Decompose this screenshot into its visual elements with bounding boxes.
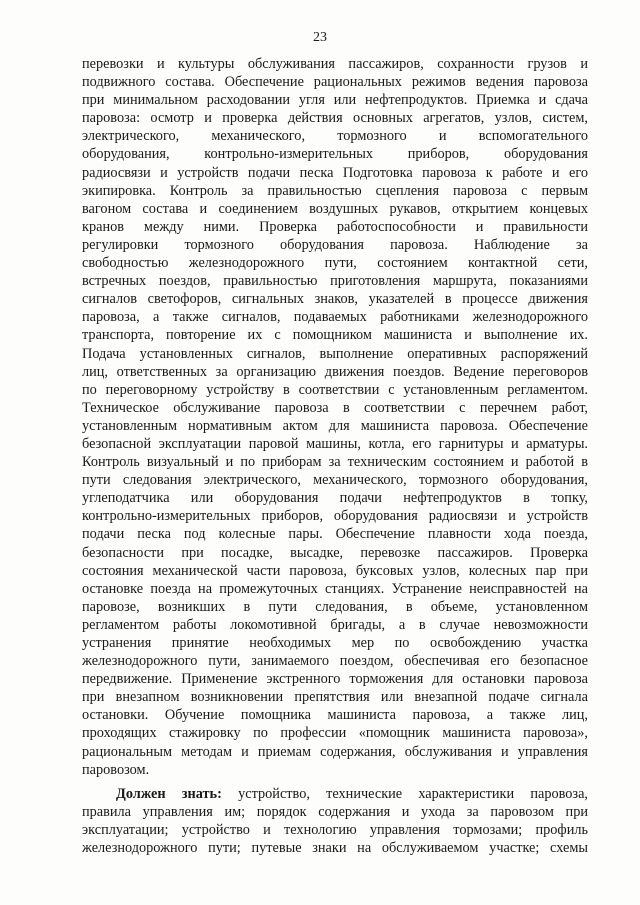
text-line: эксплуатации; устройство и технологию управления тормозами; профиль (82, 821, 588, 838)
text-line: устранения принятие необходимых мер по освобождению участка (82, 635, 588, 651)
text-line: по переговорному устройству в соответствии с установленным регламентом. (82, 381, 588, 398)
text-fragment: устройство, технические характеристики паровоза, (221, 785, 588, 802)
text-line: Подача установленных сигналов, выполнение оперативных распоряжений (82, 345, 588, 362)
must-know-heading: Должен знать: (116, 785, 222, 802)
text-line: железнодорожного пути, занимаемого поездом, обеспечивая его безопасное (82, 653, 588, 670)
text-line: Контроль визуальный и по приборам за техническим состоянием и работой в (82, 454, 588, 471)
text-line: Техническое обслуживание паровоза в соответствии с перечнем работ, (82, 399, 588, 416)
text-line: паровоза, а также сигналов, подаваемых работниками железнодорожного (82, 309, 588, 326)
text-line: безопасности при посадке, высадке, перевозке пассажиров. Проверка (82, 544, 588, 561)
text-line: паровозом. (82, 761, 150, 778)
text-line: оборудования, контрольно-измерительных приборов, оборудования (82, 146, 588, 163)
text-line: безопасной эксплуатации паровой машины, котла, его гарнитуры и арматуры. (82, 435, 588, 452)
text-line: электрического, механического, тормозного и вспомогательного (82, 128, 588, 145)
text-line: передвижение. Применение экстренного торможения для остановки паровоза (82, 671, 588, 688)
text-line: встречных поездов, правильностью приготовления маршрута, показаниями (82, 273, 588, 290)
text-line (82, 785, 588, 803)
text-line: проходящих стажировку по профессии «помощник машиниста паровоза», (82, 725, 588, 742)
text-line: сигналов светофоров, сигнальных знаков, указателей в процессе движения (82, 291, 588, 308)
text-line: кранов между ними. Проверка работоспособности и правильности (82, 218, 588, 235)
text-line: состояния механической части паровоза, буксовых узлов, колесных пар при (82, 562, 588, 579)
page-number: 23 (313, 30, 327, 45)
text-line: паровоза: осмотр и проверка действия основных агрегатов, узлов, систем, (82, 110, 588, 127)
text-line: лиц, ответственных за организацию движения поездов. Ведение переговоров (82, 363, 588, 380)
text-line: вагоном состава и соединением воздушных рукавов, открытием концевых (82, 200, 588, 217)
paragraph-must-know (82, 785, 588, 857)
text-line: при минимальном расходовании угля или нефтепродуктов. Приемка и сдача (82, 92, 588, 109)
text-line: контрольно-измерительных приборов, оборудования радиосвязи и устройств (82, 508, 588, 525)
text-line: остановки. Обучение помощника машиниста паровоза, а также лиц, (82, 707, 588, 724)
text-line: подачи песка под колесные пары. Обеспечение плавности хода поезда, (82, 526, 588, 543)
text-line: правила управления им; порядок содержания и ухода за паровозом при (82, 803, 588, 820)
body-text (82, 55, 588, 857)
text-line: перевозки и культуры обслуживания пассажиров, сохранности грузов и (82, 56, 588, 72)
text-line: рациональным методам и приемам содержания, обслуживания и управления (82, 743, 588, 760)
text-line: транспорта, повторение их с помощником машиниста и выполнение их. (82, 327, 588, 344)
text-line: паровозе, возникших в пути следования, в объеме, установленном (82, 598, 588, 615)
text-line: регламентом работы локомотивной бригады, а в случае невозможности (82, 616, 588, 633)
paragraph-job-duties (82, 55, 588, 779)
text-line: экипировка. Контроль за правильностью сцепления паровоза с первым (82, 182, 588, 199)
text-line: железнодорожного пути; путевые знаки на обслуживаемом участке; схемы (82, 840, 588, 857)
text-line: при внезапном возникновении препятствия или внезапной подаче сигнала (82, 689, 588, 706)
text-line: остановке поезда на промежуточных станциях. Устранение неисправностей на (82, 580, 588, 597)
text-line: радиосвязи и устройств подачи песка Подготовка паровоза к работе и его (82, 164, 588, 181)
text-line: углеподатчика или оборудования подачи нефтепродуктов в топку, (82, 490, 588, 507)
text-line: установленным нормативным актом для машиниста паровоза. Обеспечение (82, 417, 588, 434)
text-line: подвижного состава. Обеспечение рациональных режимов ведения паровоза (82, 74, 588, 91)
text-line: регулировки тормозного оборудования паровоза. Наблюдение за (82, 236, 588, 253)
text-line: свободностью железнодорожного пути, состоянием контактной сети, (82, 255, 588, 272)
text-line: пути следования электрического, механического, тормозного оборудования, (82, 472, 588, 489)
